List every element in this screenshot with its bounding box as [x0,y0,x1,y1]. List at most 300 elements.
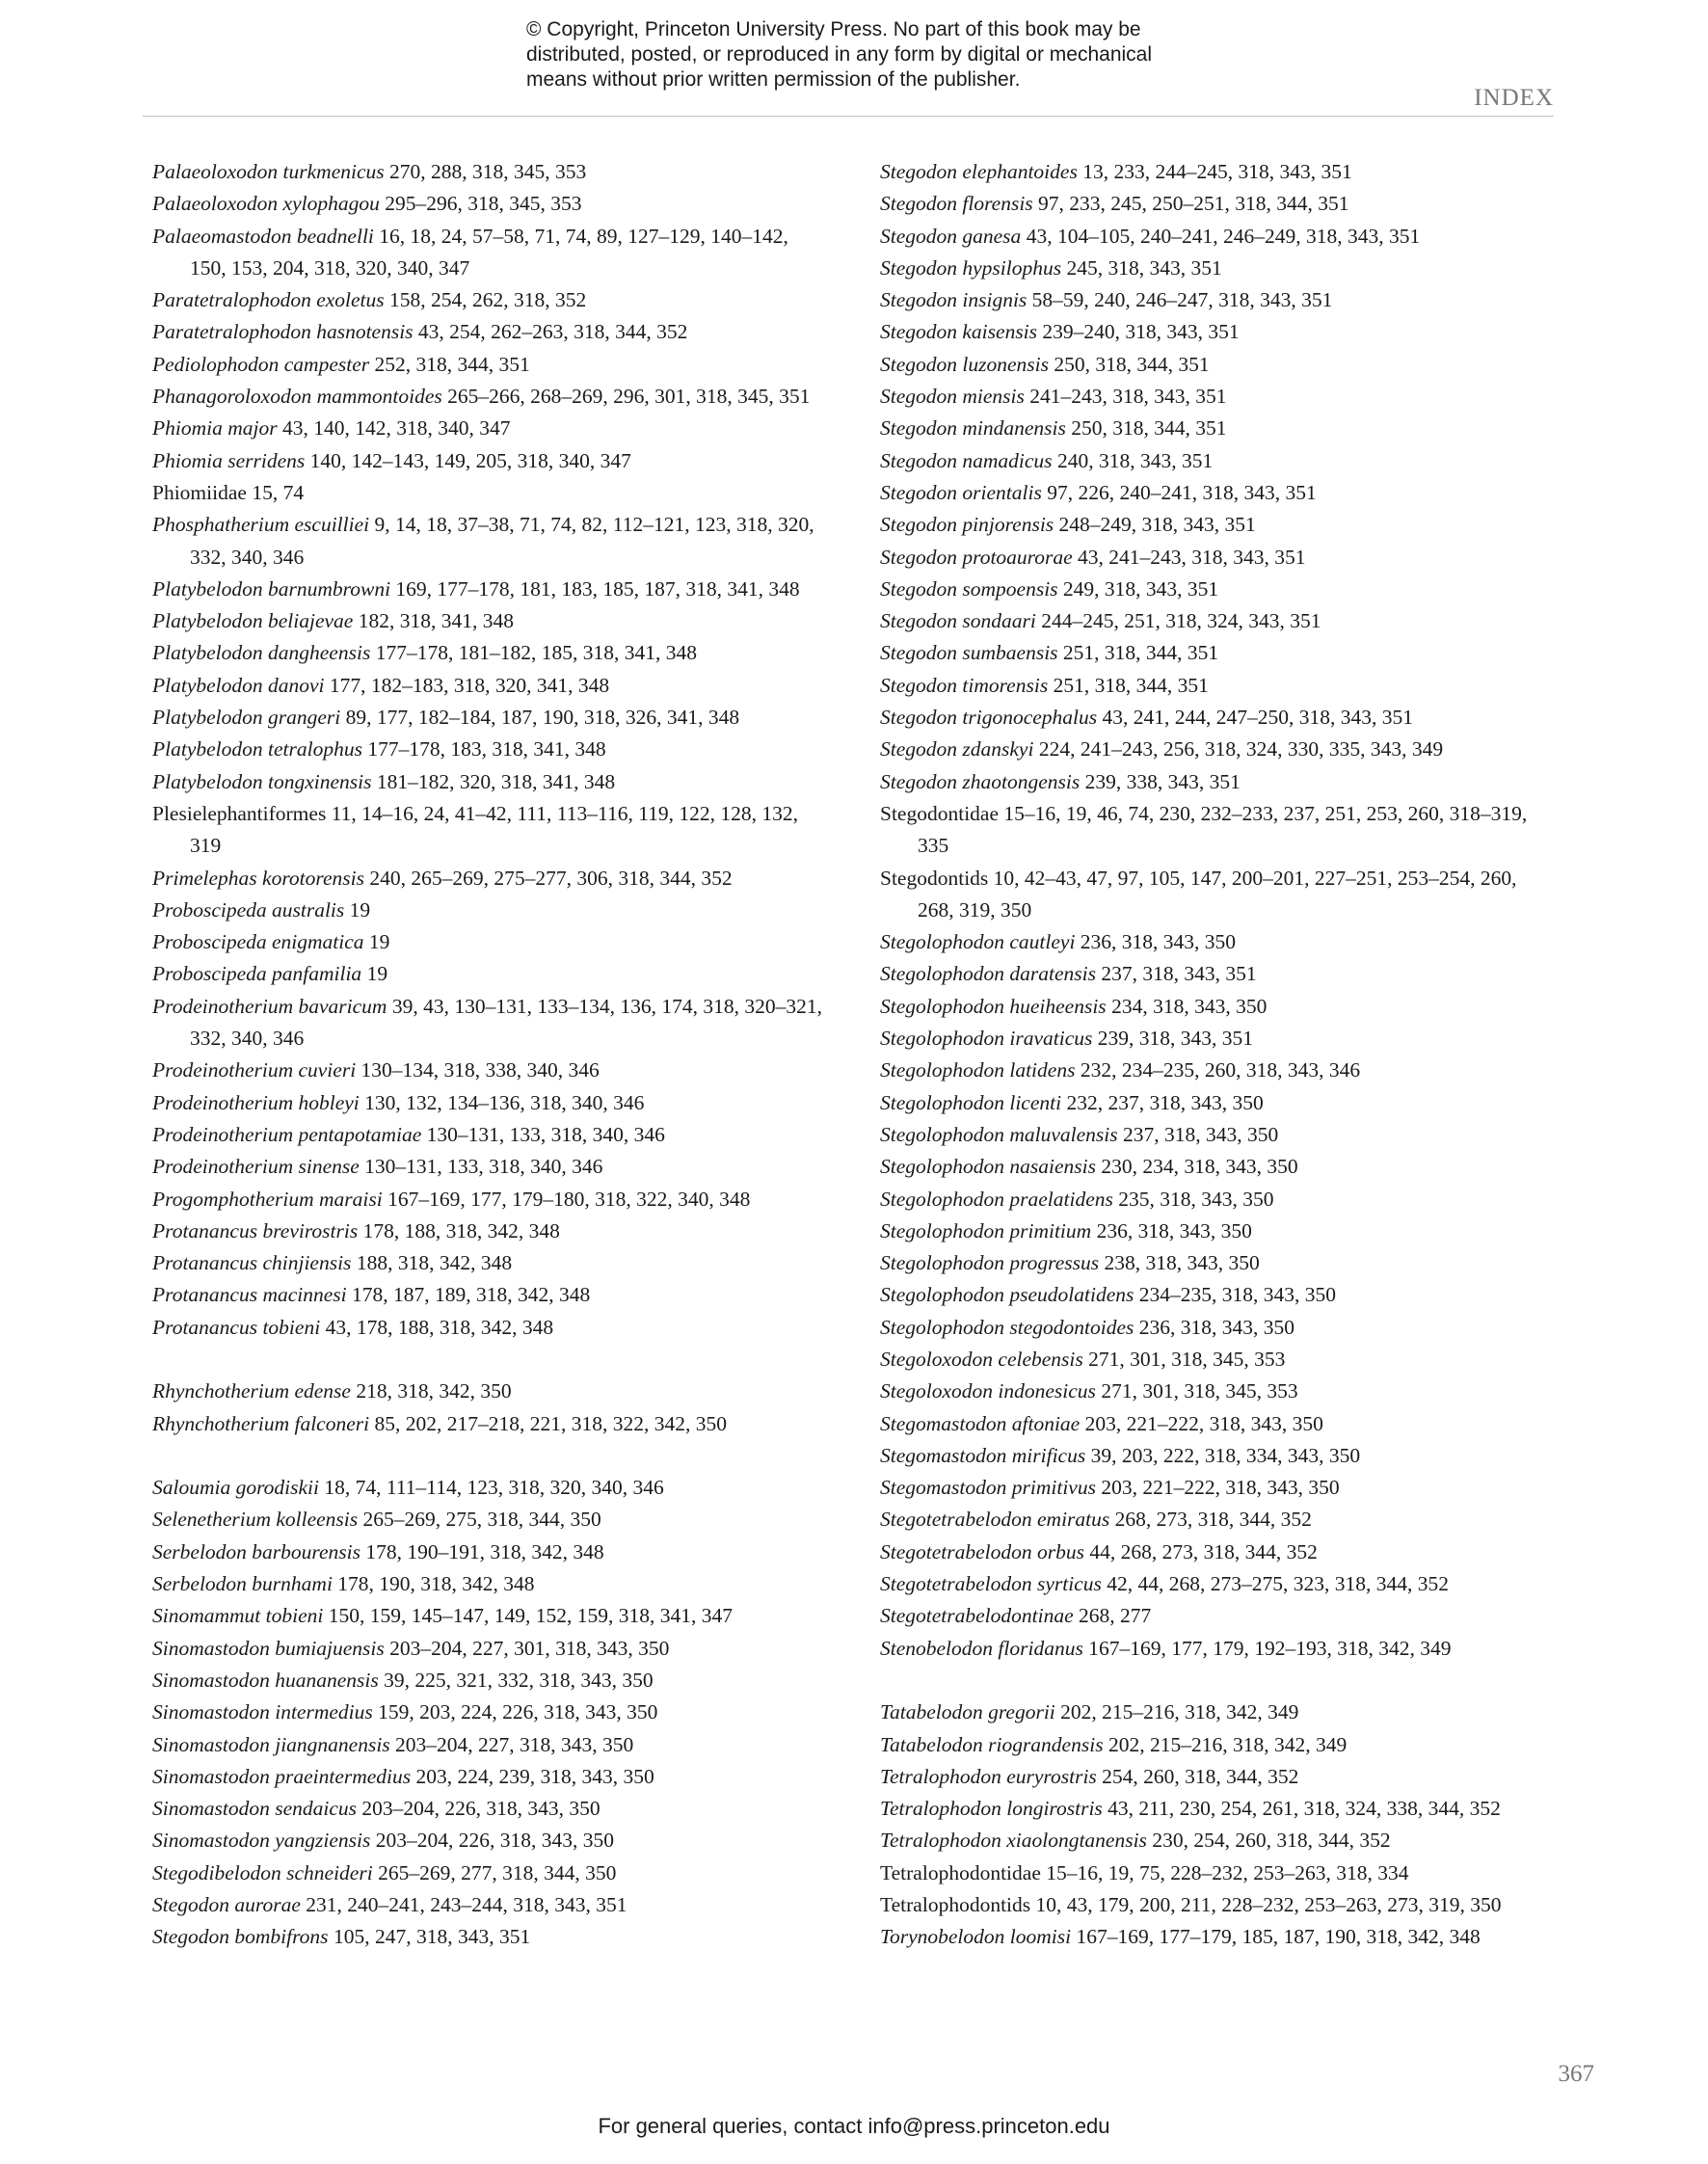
index-page-refs: 251, 318, 344, 351 [1053,673,1209,697]
index-term: Stegodon protoaurorae [880,545,1073,569]
index-entry [880,1184,1555,1216]
index-term: Sinomastodon sendaicus [152,1797,358,1821]
index-entry [152,284,827,316]
index-term: Protanancus macinnesi [152,1283,347,1307]
index-entry [152,1216,827,1247]
index-term: Palaeoloxodon turkmenicus [152,160,385,183]
index-page-refs: 39, 203, 222, 318, 334, 343, 350 [1090,1443,1361,1467]
index-page-refs: 265–266, 268–269, 296, 301, 318, 345, 351 [447,385,811,409]
index-entry [152,1568,827,1600]
index-entry [152,895,827,926]
index-term: Torynobelodon loomisi [880,1925,1072,1949]
copyright-line: means without prior written permission of the publisher. [526,68,1021,91]
index-page-refs: 130–131, 133, 318, 340, 346 [426,1122,665,1146]
index-term: Paratetralophodon exoletus [152,288,385,312]
index-page-refs: 236, 318, 343, 350 [1080,930,1237,954]
index-term: Tetralophodontids [880,1893,1031,1917]
index-term: Stegodon orientalis [880,480,1042,504]
index-page-refs: 230, 254, 260, 318, 344, 352 [1152,1829,1391,1853]
index-page-refs: 97, 226, 240–241, 318, 343, 351 [1047,480,1317,504]
index-page-refs: 270, 288, 318, 345, 353 [389,160,587,183]
index-page-refs: 43, 241, 244, 247–250, 318, 343, 351 [1102,706,1414,730]
index-gap [152,1344,827,1376]
index-term: Stegodontids [880,866,989,890]
index-term: Protanancus brevirostris [152,1218,359,1242]
index-term: Primelephas korotorensis [152,866,364,890]
index-term: Stegodon sumbaensis [880,641,1058,665]
running-head: INDEX [1474,85,1554,111]
index-page-refs: 15, 74 [252,480,305,504]
index-page-refs: 140, 142–143, 149, 205, 318, 340, 347 [309,448,631,472]
index-term: Stegolophodon primitium [880,1218,1092,1242]
index-entry [880,991,1555,1023]
index-term: Tatabelodon gregorii [880,1700,1055,1724]
index-term: Stegodon timorensis [880,673,1049,697]
index-page-refs: 234–235, 318, 343, 350 [1138,1283,1336,1307]
index-term: Stegotetrabelodon emiratus [880,1508,1110,1532]
index-term: Phiomia major [152,416,278,441]
index-gap [880,1665,1555,1696]
index-page-refs: 39, 43, 130–131, 133–134, 136, 174, 318, 320–321, 332, 340, 346 [190,994,822,1051]
index-entry [880,734,1555,765]
page-number: 367 [1558,2061,1594,2087]
index-page-refs: 178, 190–191, 318, 342, 348 [365,1539,604,1563]
index-page-refs: 250, 318, 344, 351 [1054,352,1210,376]
index-page-refs: 10, 43, 179, 200, 211, 228–232, 253–263, 273, 319, 350 [1035,1893,1502,1917]
index-page-refs: 43, 211, 230, 254, 261, 318, 324, 338, 344, 352 [1108,1797,1501,1821]
index-page-refs: 130, 132, 134–136, 318, 340, 346 [364,1090,645,1114]
copyright-line: distributed, posted, or reproduced in any form by digital or mechanical [526,43,1153,66]
index-entry [152,605,827,637]
index-page-refs: 218, 318, 342, 350 [356,1379,512,1403]
index-page-refs: 178, 187, 189, 318, 342, 348 [352,1283,591,1307]
index-entry [152,1921,827,1953]
index-entry [880,188,1555,220]
index-entry [152,670,827,702]
index-term: Stegolophodon progressus [880,1251,1100,1275]
index-term: Stegodon namadicus [880,448,1053,472]
index-term: Phanagoroloxodon mammontoides [152,385,442,409]
index-term: Stegodontidae [880,801,1000,825]
index-page-refs: 9, 14, 18, 37–38, 71, 74, 82, 112–121, 123, 318, 320, 332, 340, 346 [190,513,814,569]
index-entry [152,702,827,734]
index-term: Stegodon luzonensis [880,352,1049,376]
index-entry [880,926,1555,958]
index-entry [152,1857,827,1889]
index-term: Palaeoloxodon xylophagou [152,192,380,216]
index-page-refs: 19 [366,962,388,986]
index-entry [880,670,1555,702]
index-term: Stegodon miensis [880,385,1025,409]
index-term: Tetralophodon longirostris [880,1797,1103,1821]
index-term: Proboscipeda panfamilia [152,962,362,986]
index-page-refs: 265–269, 275, 318, 344, 350 [362,1508,601,1532]
index-entry [880,413,1555,444]
index-entry [152,637,827,669]
index-page-refs: 240, 318, 343, 351 [1056,448,1214,472]
index-term: Serbelodon barbourensis [152,1539,360,1563]
index-entry [152,991,827,1055]
index-entry [152,1247,827,1279]
index-entry [880,1055,1555,1086]
index-page-refs: 43, 241–243, 318, 343, 351 [1078,545,1306,569]
index-entry [880,1312,1555,1344]
index-term: Stegolophodon latidens [880,1058,1076,1082]
index-page-refs: 271, 301, 318, 345, 353 [1088,1347,1286,1371]
index-page-refs: 232, 234–235, 260, 318, 343, 346 [1080,1058,1361,1082]
index-term: Serbelodon burnhami [152,1572,333,1596]
index-term: Stegodon hypsilophus [880,255,1062,280]
index-page-refs: 231, 240–241, 243–244, 318, 343, 351 [306,1893,627,1917]
index-page-refs: 89, 177, 182–184, 187, 190, 318, 326, 341, 348 [345,706,740,730]
index-term: Platybelodon tetralophus [152,737,362,761]
index-term: Stegolophodon stegodontoides [880,1315,1134,1339]
index-entry [152,1633,827,1665]
index-page-refs: 230, 234, 318, 343, 350 [1101,1155,1298,1179]
index-page-refs: 167–169, 177–179, 185, 187, 190, 318, 342, 348 [1076,1925,1481,1949]
copyright-line: © Copyright, Princeton University Press. No part of this book may be [526,18,1141,40]
index-term: Stegodon trigonocephalus [880,706,1098,730]
index-term: Pediolophodon campester [152,352,370,376]
index-entry [152,1151,827,1183]
index-page-refs: 245, 318, 343, 351 [1066,255,1222,280]
index-entry [880,1729,1555,1761]
index-page-refs: 240, 265–269, 275–277, 306, 318, 344, 352 [369,866,733,890]
index-column-right [880,156,1555,1954]
index-page-refs: 265–269, 277, 318, 344, 350 [378,1860,617,1884]
index-column-left [152,156,827,1954]
index-page-refs: 167–169, 177, 179–180, 318, 322, 340, 348 [387,1187,751,1211]
index-page-refs: 43, 140, 142, 318, 340, 347 [281,416,511,441]
index-term: Platybelodon danovi [152,673,325,697]
index-term: Selenetherium kolleensis [152,1508,359,1532]
index-entry [880,1600,1555,1632]
index-page-refs: 203, 224, 239, 318, 343, 350 [415,1764,654,1788]
index-entry [880,798,1555,863]
index-page-refs: 177, 182–183, 318, 320, 341, 348 [329,673,610,697]
index-entry [880,349,1555,381]
index-page-refs: 203–204, 227, 301, 318, 343, 350 [389,1636,670,1660]
index-entry [880,156,1555,188]
index-entry [152,798,827,863]
index-term: Stegodon zdanskyi [880,737,1034,761]
index-term: Prodeinotherium sinense [152,1155,360,1179]
index-entry [152,413,827,444]
index-term: Stegolophodon iravaticus [880,1027,1093,1051]
index-term: Stegotetrabelodontinae [880,1604,1074,1628]
index-page-refs: 150, 159, 145–147, 149, 152, 159, 318, 341, 347 [328,1604,733,1628]
index-page-refs: 167–169, 177, 179, 192–193, 318, 342, 349 [1088,1636,1452,1660]
index-page-refs: 182, 318, 341, 348 [358,609,514,633]
index-page-refs: 248–249, 318, 343, 351 [1058,513,1256,537]
index-page-refs: 43, 178, 188, 318, 342, 348 [325,1315,554,1339]
index-entry [152,509,827,574]
index-entry [880,542,1555,574]
index-term: Tetralophodontidae [880,1860,1041,1884]
index-entry [152,1184,827,1216]
index-entry [152,926,827,958]
index-entry [880,1696,1555,1728]
index-term: Prodeinotherium cuvieri [152,1058,357,1082]
index-term: Stegolophodon daratensis [880,962,1096,986]
index-term: Protanancus chinjiensis [152,1251,352,1275]
index-entry [152,958,827,990]
index-term: Stegodon elephantoides [880,160,1078,183]
index-entry [152,1536,827,1568]
index-page-refs: 130–131, 133, 318, 340, 346 [364,1155,603,1179]
index-page-refs: 188, 318, 342, 348 [356,1251,513,1275]
index-term: Protanancus tobieni [152,1315,321,1339]
index-entry [152,1119,827,1151]
index-entry [880,1568,1555,1600]
index-entry [152,156,827,188]
index-term: Prodeinotherium bavaricum [152,994,387,1018]
copyright-notice [526,17,1259,93]
index-term: Stegomastodon primitivus [880,1476,1096,1500]
index-page-refs: 271, 301, 318, 345, 353 [1101,1379,1298,1403]
index-term: Stegolophodon cautleyi [880,930,1076,954]
index-entry [152,1376,827,1407]
index-term: Stegomastodon mirificus [880,1443,1086,1467]
index-entry [880,1889,1555,1921]
index-entry [152,221,827,285]
index-page-refs: 19 [368,930,390,954]
index-entry [152,1761,827,1793]
index-page-refs: 251, 318, 344, 351 [1062,641,1219,665]
index-page-refs: 234, 318, 343, 350 [1111,994,1268,1018]
index-entry [152,1600,827,1632]
index-page-refs: 130–134, 318, 338, 340, 346 [360,1058,600,1082]
index-page-refs: 97, 233, 245, 250–251, 318, 344, 351 [1038,192,1349,216]
index-page-refs: 224, 241–243, 256, 318, 324, 330, 335, 343, 349 [1038,737,1444,761]
index-page-refs: 19 [349,897,371,922]
index-page-refs: 13, 233, 244–245, 318, 343, 351 [1082,160,1352,183]
index-page-refs: 268, 277 [1079,1604,1152,1628]
index-term: Stegolophodon maluvalensis [880,1122,1118,1146]
index-term: Stegodon zhaotongensis [880,769,1081,793]
index-page-refs: 58–59, 240, 246–247, 318, 343, 351 [1031,288,1333,312]
index-page-refs: 252, 318, 344, 351 [374,352,530,376]
index-page-refs: 203, 221–222, 318, 343, 350 [1084,1411,1323,1435]
index-entry [880,1023,1555,1055]
index-entry [152,734,827,765]
index-entry [152,381,827,413]
index-term: Sinomastodon praeintermedius [152,1764,412,1788]
index-term: Stegolophodon praelatidens [880,1187,1113,1211]
index-entry [880,574,1555,605]
index-entry [152,1504,827,1536]
index-term: Paratetralophodon hasnotensis [152,320,414,344]
index-term: Rhynchotherium falconeri [152,1411,370,1435]
index-term: Tetralophodon xiaolongtanensis [880,1829,1147,1853]
index-page-refs: 232, 237, 318, 343, 350 [1066,1090,1264,1114]
index-term: Prodeinotherium pentapotamiae [152,1122,422,1146]
index-entry [152,316,827,348]
header-rule [143,116,1554,117]
index-term: Stegodon kaisensis [880,320,1038,344]
index-page-refs: 10, 42–43, 47, 97, 105, 147, 200–201, 227–251, 253–254, 260, 268, 319, 350 [918,866,1517,922]
index-entry [152,1087,827,1119]
index-entry [880,1408,1555,1440]
index-page-refs: 159, 203, 224, 226, 318, 343, 350 [378,1700,658,1724]
index-page-refs: 235, 318, 343, 350 [1118,1187,1274,1211]
index-page-refs: 239, 318, 343, 351 [1097,1027,1253,1051]
index-term: Platybelodon tongxinensis [152,769,372,793]
index-page-refs: 203–204, 226, 318, 343, 350 [375,1829,614,1853]
index-entry [880,1216,1555,1247]
index-term: Stegodon aurorae [152,1893,301,1917]
index-term: Saloumia gorodiskii [152,1476,319,1500]
index-page-refs: 39, 225, 321, 332, 318, 343, 350 [384,1668,654,1692]
index-entry [880,221,1555,253]
index-page-refs: 43, 254, 262–263, 318, 344, 352 [417,320,688,344]
index-entry [880,702,1555,734]
index-entry [152,1696,827,1728]
index-term: Stegodon bombifrons [152,1925,329,1949]
index-entry [880,445,1555,477]
index-term: Phiomiidae [152,480,247,504]
index-page-refs: 238, 318, 343, 350 [1104,1251,1260,1275]
index-page-refs: 202, 215–216, 318, 342, 349 [1060,1700,1299,1724]
index-page-refs: 178, 188, 318, 342, 348 [362,1218,560,1242]
index-entry [152,188,827,220]
index-page-refs: 249, 318, 343, 351 [1062,576,1219,601]
index-term: Stegolophodon pseudolatidens [880,1283,1134,1307]
index-page-refs: 268, 273, 318, 344, 352 [1114,1508,1312,1532]
index-entry [880,1119,1555,1151]
index-entry [880,958,1555,990]
index-page-refs: 239, 338, 343, 351 [1084,769,1241,793]
index-entry [880,253,1555,284]
index-entry [152,1408,827,1440]
index-page-refs: 203–204, 227, 318, 343, 350 [395,1732,634,1756]
index-entry [880,1793,1555,1825]
index-term: Platybelodon barnumbrowni [152,576,391,601]
index-term: Platybelodon beliajevae [152,609,354,633]
index-entry [152,1055,827,1086]
index-page-refs: 42, 44, 268, 273–275, 323, 318, 344, 352 [1107,1572,1450,1596]
index-entry [880,316,1555,348]
index-page-refs: 44, 268, 273, 318, 344, 352 [1089,1539,1318,1563]
index-term: Proboscipeda australis [152,897,345,922]
index-page-refs: 11, 14–16, 24, 41–42, 111, 113–116, 119, 122, 128, 132, 319 [190,801,799,858]
index-entry [880,1633,1555,1665]
index-entry [152,863,827,895]
index-page-refs: 203–204, 226, 318, 343, 350 [361,1797,600,1821]
index-term: Tetralophodon euryrostris [880,1764,1097,1788]
index-term: Phiomia serridens [152,448,306,472]
index-page-refs: 181–182, 320, 318, 341, 348 [376,769,616,793]
index-term: Stegodon florensis [880,192,1033,216]
index-entry [152,1889,827,1921]
index-term: Stegotetrabelodon syrticus [880,1572,1102,1596]
index-page-refs: 239–240, 318, 343, 351 [1042,320,1240,344]
index-term: Sinomastodon jiangnanensis [152,1732,390,1756]
index-term: Plesielephantiformes [152,801,327,825]
index-entry [880,1536,1555,1568]
index-page-refs: 237, 318, 343, 350 [1123,1122,1279,1146]
index-term: Stegodon insignis [880,288,1027,312]
index-entry [880,1087,1555,1119]
index-term: Tatabelodon riograndensis [880,1732,1104,1756]
index-entry [152,477,827,509]
index-entry [880,863,1555,927]
index-term: Stegodon ganesa [880,224,1022,248]
index-term: Prodeinotherium hobleyi [152,1090,360,1114]
index-entry [880,284,1555,316]
footer-contact: For general queries, contact info@press.princeton.edu [598,2114,1110,2138]
index-page-refs: 15–16, 19, 75, 228–232, 253–263, 318, 334 [1046,1860,1409,1884]
index-term: Stegolophodon hueiheensis [880,994,1107,1018]
index-entry [880,1279,1555,1311]
index-entry [880,1472,1555,1504]
index-term: Sinomastodon huananensis [152,1668,379,1692]
index-entry [880,1247,1555,1279]
index-term: Stegomastodon aftoniae [880,1411,1081,1435]
index-page-refs: 158, 254, 262, 318, 352 [389,288,587,312]
index-entry [880,1440,1555,1472]
index-page-refs: 202, 215–216, 318, 342, 349 [1108,1732,1348,1756]
index-entry [152,349,827,381]
index-entry [880,1376,1555,1407]
index-term: Stenobelodon floridanus [880,1636,1083,1660]
index-entry [880,1761,1555,1793]
index-page-refs: 236, 318, 343, 350 [1138,1315,1294,1339]
index-term: Stegodon mindanensis [880,416,1066,441]
index-page-refs: 177–178, 183, 318, 341, 348 [367,737,606,761]
index-entry [152,1665,827,1696]
index-entry [880,1504,1555,1536]
index-page-refs: 16, 18, 24, 57–58, 71, 74, 89, 127–129, 140–142, 150, 153, 204, 318, 320, 340, 347 [190,224,788,280]
index-page-refs: 15–16, 19, 46, 74, 230, 232–233, 237, 251, 253, 260, 318–319, 335 [918,801,1528,858]
index-page-refs: 241–243, 318, 343, 351 [1029,385,1227,409]
index-entry [152,1729,827,1761]
index-entry [880,1344,1555,1376]
index-page-refs: 237, 318, 343, 351 [1101,962,1257,986]
index-term: Platybelodon grangeri [152,706,341,730]
index-term: Sinomastodon yangziensis [152,1829,371,1853]
index-entry [152,1472,827,1504]
index-page-refs: 178, 190, 318, 342, 348 [337,1572,535,1596]
index-term: Stegolophodon nasaiensis [880,1155,1096,1179]
index-term: Palaeomastodon beadnelli [152,224,374,248]
index-term: Stegoloxodon celebensis [880,1347,1083,1371]
index-term: Stegodon pinjorensis [880,513,1054,537]
index-term: Stegoloxodon indonesicus [880,1379,1096,1403]
index-term: Stegodon sompoensis [880,576,1058,601]
index-entry [152,574,827,605]
index-entry [880,637,1555,669]
index-entry [880,1857,1555,1889]
index-gap [152,1440,827,1472]
index-page-refs: 169, 177–178, 181, 183, 185, 187, 318, 341, 348 [395,576,800,601]
index-page-refs: 43, 104–105, 240–241, 246–249, 318, 343, 351 [1026,224,1421,248]
index-term: Sinomastodon bumiajuensis [152,1636,385,1660]
index-term: Sinomammut tobieni [152,1604,324,1628]
index-entry [880,381,1555,413]
index-page-refs: 250, 318, 344, 351 [1071,416,1227,441]
index-entry [880,605,1555,637]
index-entry [152,1793,827,1825]
index-term: Progomphotherium maraisi [152,1187,383,1211]
index-entry [152,1312,827,1344]
index-entry [880,766,1555,798]
index-page-refs: 85, 202, 217–218, 221, 318, 322, 342, 350 [374,1411,727,1435]
index-page-refs: 177–178, 181–182, 185, 318, 341, 348 [375,641,697,665]
index-term: Stegodibelodon schneideri [152,1860,373,1884]
index-term: Stegolophodon licenti [880,1090,1062,1114]
index-page-refs: 295–296, 318, 345, 353 [385,192,582,216]
